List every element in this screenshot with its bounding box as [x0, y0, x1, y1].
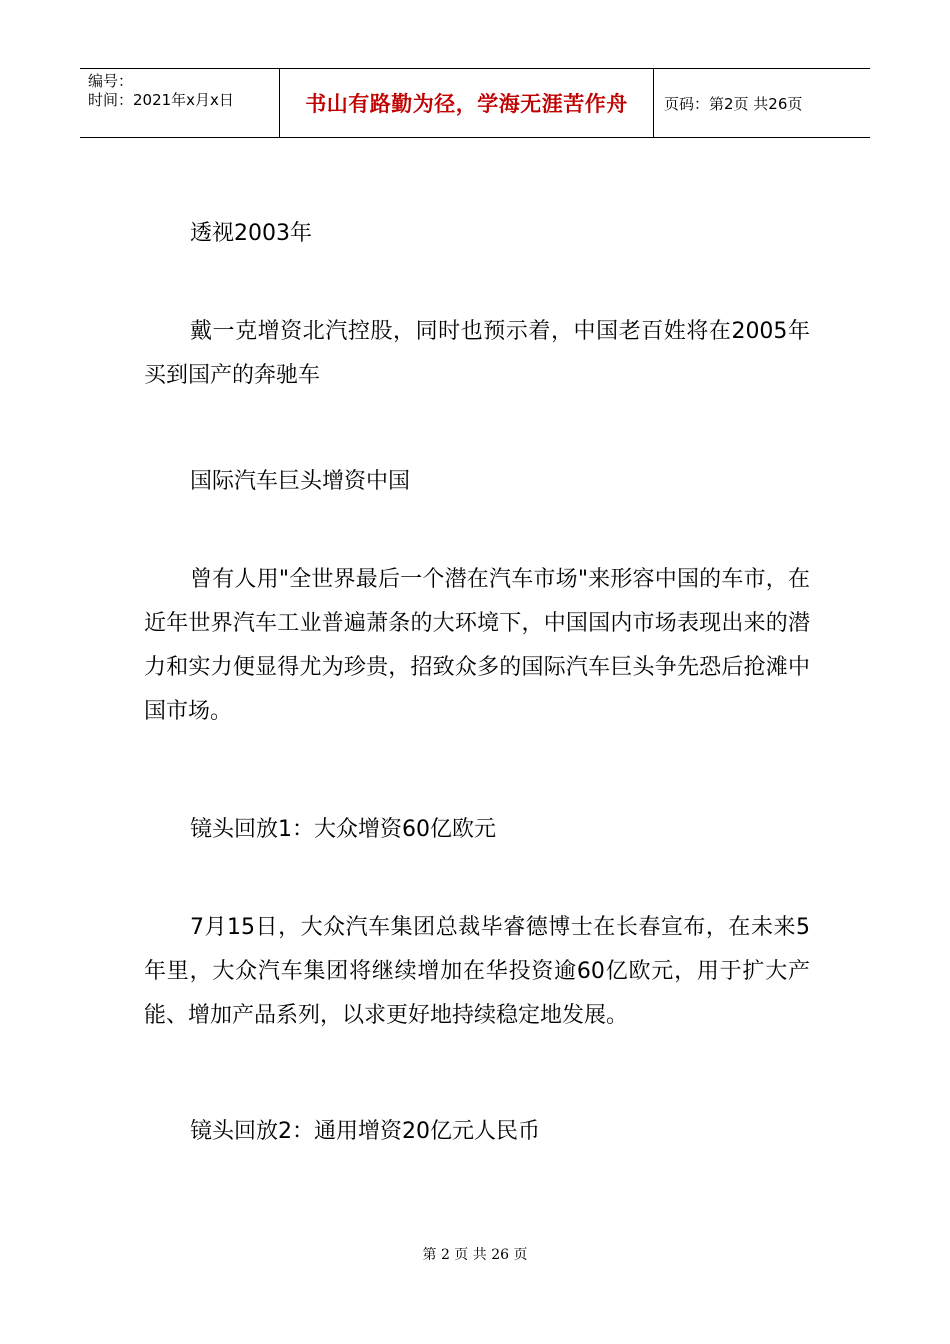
paragraph: 曾有人用"全世界最后一个潜在汽车市场"来形容中国的车市，在近年世界汽车工业普遍萧条的大环境下，中国国内市场表现出来的潜力和实力便显得尤为珍贵，招致众多的国际汽车巨头争先恐后抢滩中国市场。: [144, 567, 810, 724]
paragraph: 戴一克增资北汽控股，同时也预示着，中国老百姓将在2005年买到国产的奔驰车: [144, 319, 810, 388]
paragraph: 7月15日，大众汽车集团总裁毕睿德博士在长春宣布，在未来5年里，大众汽车集团将继续增加在华投资逾60亿欧元，用于扩大产能、增加产品系列，以求更好地持续稳定地发展。: [144, 915, 810, 1028]
header-motto-cell: [280, 69, 654, 137]
paragraph: 镜头回放2：通用增资20亿元人民币: [190, 1119, 540, 1144]
number-label: 编号：: [88, 72, 134, 90]
page-info: 页码：第2页 共26页: [664, 94, 803, 113]
page-footer: 第 2 页 共 26 页: [422, 1247, 528, 1263]
motto-text: 书山有路勤为径，学海无涯苦作舟: [305, 92, 628, 116]
document-header: [80, 68, 870, 138]
header-meta-cell: [80, 69, 280, 137]
paragraph: 镜头回放1：大众增资60亿欧元: [190, 817, 496, 842]
paragraph: 国际汽车巨头增资中国: [190, 469, 411, 494]
header-page-cell: [654, 69, 870, 137]
time-label: 时间：2021年x月x日: [88, 91, 234, 109]
paragraph: 透视2003年: [190, 221, 312, 246]
